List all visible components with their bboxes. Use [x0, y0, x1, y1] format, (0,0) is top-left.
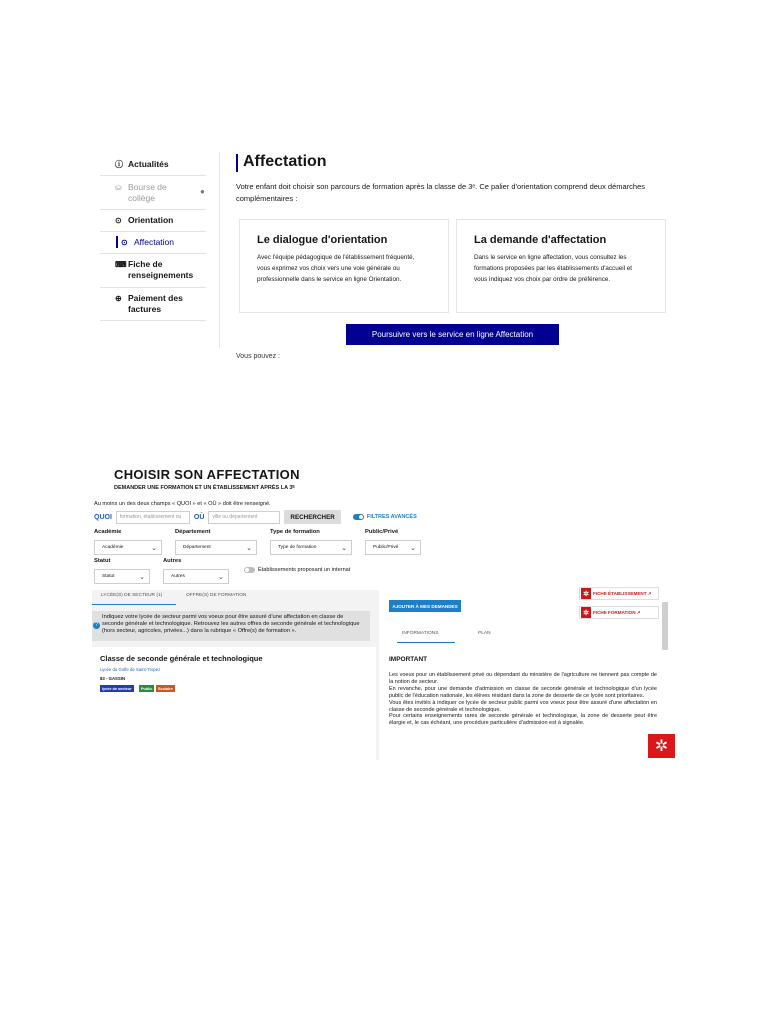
choisir-affectation-panel [92, 462, 676, 760]
statut-select[interactable] [94, 569, 150, 584]
chevron-down-icon: ⌄ [151, 545, 157, 552]
form-icon: ⌨ [115, 260, 127, 269]
fiche-etablissement-link[interactable] [579, 587, 659, 600]
search-button[interactable]: RECHERCHER [284, 510, 340, 524]
select-value: Autres [171, 574, 185, 579]
statut-label: Statut [94, 558, 111, 564]
cut-off-text: Vous pouvez : [236, 353, 280, 360]
badge-public: Public [141, 686, 153, 691]
fiche-formation-link[interactable] [579, 606, 659, 619]
compass-icon: ⊙ [121, 238, 128, 247]
select-value: Public/Privé [373, 545, 399, 550]
divider [100, 253, 206, 254]
page-title: CHOISIR SON AFFECTATION [114, 467, 300, 482]
divider [100, 175, 206, 176]
sidebar-item-paiement[interactable] [100, 293, 219, 315]
search-bar [94, 510, 417, 524]
select-value: Statut [102, 574, 115, 579]
card-text: Dans le service en ligne affectation, vous consultez les formations proposées par les établissements d'accueil et vous indiquez vos choix par ordre de préférence. [474, 254, 633, 283]
academie-label: Académie [94, 529, 122, 535]
brand-logo-icon: ✲ [581, 607, 591, 618]
chevron-down-icon: ⌄ [218, 574, 224, 581]
chevron-down-icon: ⌄ [139, 574, 145, 581]
active-tab-indicator [92, 604, 176, 605]
select-value: Département [183, 545, 211, 550]
affectation-panel [100, 148, 676, 360]
important-text: Les voeux pour un établissement privé ou dépendant du ministère de l'agriculture ne tiennent pas compte de la notion de secteur. En revanche, pour une demande d'admission en classe de seconde générale et technologique d'un lycée public de l'éducation nationale, les élèves résidant dans la zone de desserte de ce lycée sont prioritaires. Vous êtes invités à indiquer ce lycée de secteur public parmi vos voeux pour être assuré d'une affectation en classe de seconde générale et technologique. Pour certains enseignements rares de seconde générale et technologique, la zone de desserte peut être élargie et, le cas échéant, une procédure particulière d'admission est à signalée. [389, 672, 657, 727]
info-icon: ? [93, 622, 100, 629]
fiche-label: FICHE FORMATION ↗ [593, 609, 641, 615]
sidebar-item-label: Actualités [128, 159, 169, 169]
fiche-label: FICHE ÉTABLISSEMENT ↗ [593, 590, 652, 596]
type-formation-label: Type de formation [270, 529, 320, 535]
sidebar-item-fiche-renseignements[interactable] [100, 259, 219, 281]
quoi-label: QUOI [94, 513, 112, 521]
sidebar-item-label: Paiement des factures [128, 293, 183, 314]
badge-secteur: lycée de secteur [102, 686, 132, 691]
brand-logo-icon[interactable]: ✲ [648, 734, 675, 758]
autres-label: Autres [163, 558, 182, 564]
sidebar-item-orientation[interactable] [100, 215, 219, 226]
chevron-down-icon: ⌄ [341, 545, 347, 552]
active-tab-indicator [397, 642, 455, 643]
select-value: Académie [102, 545, 124, 550]
title-accent [236, 154, 238, 172]
search-hint: Au moins un des deux champs « QUOI » et « OÙ » doit être renseigné. [94, 501, 271, 507]
divider [100, 209, 206, 210]
tab-lycees-secteur[interactable]: LYCÉE(S) DE SECTEUR (1) [101, 593, 163, 598]
result-title[interactable]: Classe de seconde générale et technologique [100, 654, 263, 663]
page-subtitle: DEMANDER UNE FORMATION ET UN ÉTABLISSEMENT APRÈS LA 3ᴱ [114, 485, 295, 491]
result-school-link[interactable]: Lycée du Golfe de Saint-Tropez [100, 667, 161, 672]
divider [100, 231, 206, 232]
tab-plan[interactable]: PLAN [478, 631, 491, 636]
tab-informations[interactable]: INFORMATIONS [402, 631, 439, 636]
card-demande-affectation [456, 219, 666, 313]
sidebar-item-bourse [100, 182, 219, 204]
tab-offres-formation[interactable]: OFFRE(S) DE FORMATION [186, 593, 247, 598]
scrollbar[interactable] [662, 602, 668, 650]
divider [100, 320, 206, 321]
intro-text: Votre enfant doit choisir son parcours de formation après la classe de 3ᵉ. Ce palier d'orientation comprend deux démarches complémentaires : [236, 182, 646, 203]
continue-affectation-button[interactable]: Poursuivre vers le service en ligne Affectation [346, 324, 559, 345]
card-title: La demande d'affectation [474, 234, 607, 246]
public-prive-select[interactable] [365, 540, 421, 555]
sidebar-item-actualites[interactable] [100, 159, 219, 170]
sidebar-item-label: Bourse de collège [128, 182, 167, 203]
quoi-input[interactable]: formation, établissement ou [116, 511, 190, 524]
payment-icon: ⊕ [115, 294, 122, 303]
badge-scolaire: Scolaire [158, 686, 173, 691]
coins-icon: ⛀ [115, 183, 122, 192]
info-icon[interactable]: ● [200, 187, 205, 196]
sidebar-item-affectation[interactable] [100, 237, 219, 248]
info-text: Indiquez votre lycée de secteur parmi vos voeux pour être assuré d'une affectation en classe de seconde générale et technologique. Retrouvez les autres offres de seconde générale et technologique (hors secteur, agricoles, privées...) dans la rubrique « Offre(s) de formation ». [102, 614, 360, 635]
important-heading: IMPORTANT [389, 656, 428, 663]
ou-label: OÙ [193, 513, 205, 521]
chevron-down-icon: ⌄ [246, 545, 252, 552]
result-card[interactable] [92, 647, 376, 760]
autres-select[interactable] [163, 569, 229, 584]
info-icon: ⓘ [115, 160, 123, 169]
departement-label: Département [175, 529, 211, 535]
select-value: Type de formation [278, 545, 317, 550]
card-title: Le dialogue d'orientation [257, 234, 388, 246]
advanced-filters-toggle[interactable] [353, 514, 364, 520]
public-prive-label: Public/Privé [365, 529, 399, 535]
compass-icon: ⊙ [115, 216, 122, 225]
sidebar-item-label: Fiche de renseignements [128, 259, 194, 280]
divider [219, 152, 220, 348]
internat-label: Établissements proposant un internat [258, 567, 351, 573]
advanced-filters-label: FILTRES AVANCÉS [366, 514, 417, 520]
card-dialogue-orientation [239, 219, 449, 313]
departement-select[interactable] [175, 540, 257, 555]
sidebar-item-label: Orientation [128, 215, 174, 225]
result-location: 83 - GASSIN [100, 676, 126, 681]
chevron-down-icon: ⌄ [410, 545, 416, 552]
type-formation-select[interactable] [270, 540, 352, 555]
academie-select[interactable] [94, 540, 162, 555]
divider [100, 287, 206, 288]
sidebar-item-label: Affectation [134, 237, 175, 247]
brand-logo-icon: ✲ [581, 588, 591, 599]
add-to-requests-button[interactable]: AJOUTER À MES DEMANDES [389, 600, 461, 612]
card-text: Avec l'équipe pédagogique de l'établissement fréquenté, vous exprimez vos choix vers une voie générale ou professionnelle dans le service en ligne Orientation. [257, 254, 415, 283]
internat-filter[interactable] [232, 567, 350, 573]
ou-input[interactable]: ville ou département [208, 511, 280, 524]
page-title: Affectation [243, 153, 327, 170]
internat-toggle[interactable] [244, 567, 255, 573]
